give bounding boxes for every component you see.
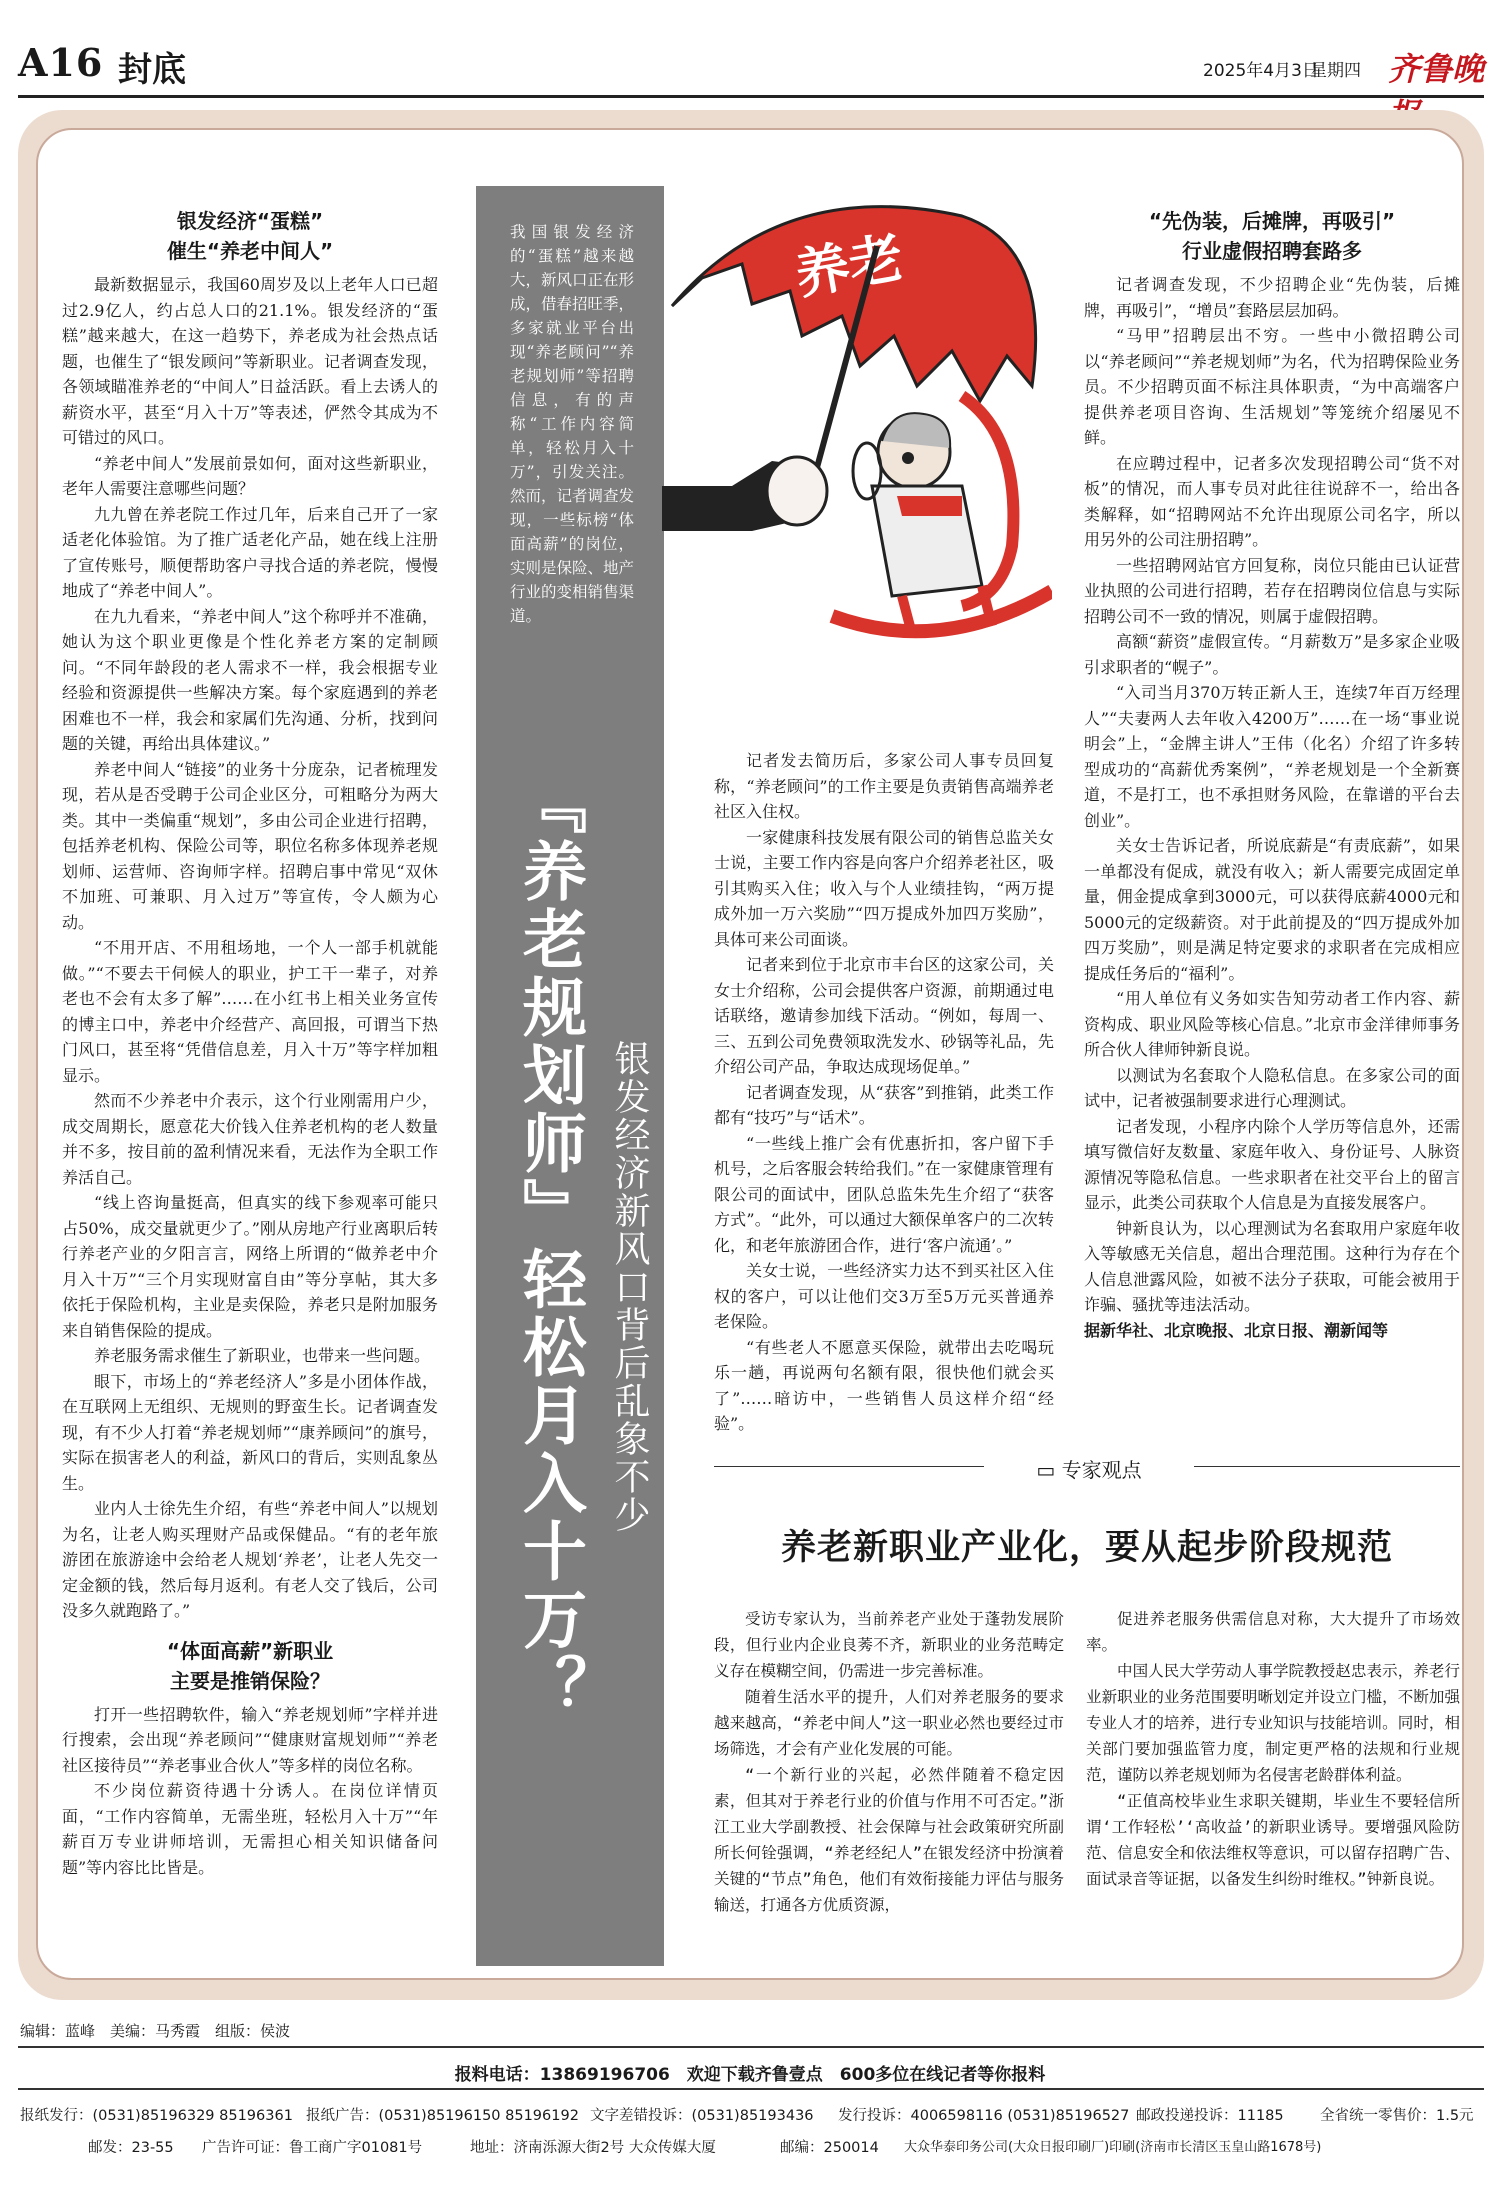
body-paragraph: “一些线上推广会有优惠折扣，客户留下手机号，之后客服会转给我们。”在一家健康管理有限公司的面试中，团队总监朱先生介绍了“获客方式”。“此外，可以通过大额保单客户的二次转化，和老年旅游团合作，进行‘客户流通’。” [714, 1133, 1054, 1255]
newspaper-logo: 齐鲁晚 [1388, 50, 1485, 88]
footer-rule [18, 2046, 1484, 2048]
left-column [62, 200, 438, 1880]
left-heading-2: “体面高薪”新职业 主要是推销保险？ [166, 1638, 334, 1693]
body-paragraph: 一些招聘网站官方回复称，岗位只能由已认证营业执照的公司进行招聘，若存在招聘岗位信息与实际招聘公司不一致的情况，则属于虚假招聘。 [1084, 555, 1460, 626]
body-paragraph: 眼下，市场上的“养老经济人”多是小团体作战，在互联网上无组织、无规则的野蛮生长。记者调查发现，有不少人打着“养老规划师”“康养顾问”的旗号，实际在损害老人的利益，新风口的背后，实则乱象丛生。 [62, 1371, 438, 1493]
right-body [1084, 272, 1460, 1318]
issue-weekday: 星期四 [1310, 61, 1361, 81]
footer-info: 广告许可证：鲁工商广字01081号 [202, 2140, 423, 2156]
body-paragraph: 在应聘过程中，记者多次发现招聘公司“货不对板”的情况，而人事专员对此往往说辞不一，给出各类解释，如“招聘网站不允许出现原公司名字，所以用另外的公司注册招聘”。 [1084, 453, 1460, 549]
footer-info: 报纸广告：(0531)85196150 85196192 [306, 2108, 579, 2124]
body-paragraph: 九九曾在养老院工作过几年，后来自己开了一家适老化体验馆。为了推广适老化产品，她在线上注册了宣传账号，顺便帮助客户寻找合适的养老院，慢慢地成了“养老中间人”。 [62, 504, 438, 600]
body-paragraph: 记者发去简历后，多家公司人事专员回复称，“养老顾问”的工作主要是负责销售高端养老社区入住权。 [714, 751, 1054, 821]
expert-paragraph: 中国人民大学劳动人事学院教授赵忠表示，养老行业新职业的业务范围要明晰划定并设立门槛，不断加强专业人才的培养，进行专业知识与技能培训。同时，相关部门要加强监管力度，制定更严格的法规和行业规范，谨防以养老规划师为名侵害老龄群体利益。 [1086, 1662, 1460, 1784]
body-paragraph: “不用开店、不用租场地，一个人一部手机就能做。”“不要去干伺候人的职业，护工干一辈子，对养老也不会有太多了解”……在小红书上相关业务宣传的博主口中，养老中介经营产、高回报，可谓当下热门风口，甚至将“凭借信息差，月入十万”等字样加粗显示。 [62, 938, 438, 1085]
expert-paragraph: “一个新行业的兴起，必然伴随着不稳定因素，但其对于养老行业的价值与作用不可否定。”浙江工业大学副教授、社会保障与社会政策研究所副所长何铨强调，“养老经纪人”在银发经济中扮演着关键的“节点”角色，他们有效衔接能力评估与服务输送，打通各方优质资源， [714, 1766, 1064, 1914]
page-number: A16 [18, 40, 104, 85]
body-paragraph: 关女士告诉记者，所说底薪是“有责底薪”，如果一单都没有促成，就没有收入；新人需要完成固定单量，佣金提成拿到3000元，可以获得底薪4000元和5000元的定级薪资。对于此前提及的“四万提成外加四万奖励”，则是满足特定要求的求职者在完成相应提成任务后的“福利”。 [1084, 836, 1460, 983]
body-paragraph: 记者来到位于北京市丰台区的这家公司，关女士介绍称，公司会提供客户资源，前期通过电话联络，邀请参加线下活动。“例如，每周一、三、五到公司免费领取洗发水、砂锅等礼品，先介绍公司产品，争取达成现场促单。” [714, 955, 1054, 1076]
body-paragraph: “入司当月370万转正新人王，连续7年百万经理人”“夫妻两人去年收入4200万”……在一场“事业说明会”上，“金牌主讲人”王伟（化名）介绍了许多转型成功的“高薪优秀案例”，“养老规划是一个全新赛道，不是打工，也不承担财务风险，在靠谱的平台去创业”。 [1084, 683, 1460, 830]
footer-info: 报纸发行：(0531)85196329 85196361 [20, 2108, 293, 2124]
footer-info: 邮编：250014 [780, 2140, 879, 2156]
expert-paragraph: 随着生活水平的提升，人们对养老服务的要求越来越高，“养老中间人”这一职业必然也要经过市场筛选，才会有产业化发展的可能。 [714, 1688, 1064, 1758]
body-paragraph: 业内人士徐先生介绍，有些“养老中间人”以规划为名，让老人购买理财产品或保健品。“有的老年旅游团在旅游途中会给老人规划‘养老’，让老人先交一定金额的钱，然后每月返利。有老人交了钱后，公司没多久就跑路了。” [62, 1499, 438, 1620]
body-paragraph: “线上咨询量挺高，但真实的线下参观率可能只占50%，成交量就更少了。”刚从房地产行业离职后转行养老产业的夕阳言言，网络上所谓的“做养老中介月入十万”“三个月实现财富自由”等分享帖，其大多依托于保险机构，主业是卖保险，养老只是附加服务来自销售保险的提成。 [62, 1193, 438, 1340]
expert-opinion-tag [714, 1452, 1460, 1482]
body-paragraph: “用人单位有义务如实告知劳动者工作内容、薪资构成、职业风险等核心信息。”北京市金洋律师事务所合伙人律师钟新良说。 [1084, 989, 1460, 1059]
body-paragraph: “养老中间人”发展前景如何，面对这些新职业，老年人需要注意哪些问题？ [62, 453, 438, 498]
footer-info: 邮发：23-55 [88, 2140, 174, 2156]
right-heading: “先伪装，后摊牌，再吸引” 行业虚假招聘套路多 [1148, 209, 1396, 263]
page-header [18, 28, 1484, 98]
body-paragraph: 养老中间人“链接”的业务十分庞杂，记者梳理发现，若从是否受聘于公司企业区分，可粗略分为两大类。其中一类偏重“规划”，多由公司企业进行招聘，包括养老机构、保险公司等，职位名称多体现养老规划师、运营师、咨询师字样。招聘启事中常见“双休不加班、可兼职、月入过万”等宣传，令人颇为心动。 [62, 759, 438, 932]
footer-info: 全省统一零售价：1.5元 [1320, 2108, 1474, 2124]
body-paragraph: “有些老人不愿意买保险，就带出去吃喝玩乐一趟，再说两句名额有限，很快他们就会买了”……暗访中，一些销售人员这样介绍“经验”。 [714, 1337, 1054, 1433]
expert-paragraph: “正值高校毕业生求职关键期，毕业生不要轻信所谓‘工作轻松’‘高收益’的新职业诱导。要增强风险防范、信息安全和依法维权等意识，可以留存招聘广告、面试录音等证据，以备发生纠纷时维权。”钟新良说。 [1086, 1792, 1460, 1888]
body-paragraph: 记者调查发现，从“获客”到推销，此类工作都有“技巧”与“话术”。 [714, 1082, 1054, 1127]
expert-label: ▭ 专家观点 [1036, 1458, 1142, 1482]
main-headline: 『养老规划师』轻松月入十万？ [512, 770, 587, 1722]
body-paragraph: 高额“薪资”虚假宣传。“月薪数万”是多家企业吸引求职者的“幌子”。 [1084, 632, 1460, 677]
body-paragraph: 养老服务需求催生了新职业，也带来一些问题。 [94, 1346, 431, 1365]
body-paragraph: 打开一些招聘软件，输入“养老规划师”字样并进行搜索，会出现“养老顾问”“健康财富规划师”“养老社区接待员”“养老事业合伙人”等多样的岗位名称。 [62, 1704, 438, 1775]
umbrella-elderly-illustration [662, 186, 1052, 666]
expert-paragraph: 受访专家认为，当前养老产业处于蓬勃发展阶段，但行业内企业良莠不齐，新职业的业务范畴定义存在模糊空间，仍需进一步完善标准。 [714, 1610, 1064, 1680]
section-name: 封底 [118, 50, 186, 90]
footer-info: 文字差错投诉：(0531)85193436 [590, 2108, 814, 2124]
divider-rule [714, 1466, 984, 1467]
footer-rule [18, 2088, 1484, 2090]
body-paragraph: 记者发现，小程序内除个人学历等信息外，还需填写微信好友数量、家庭年收入、身份证号、人脉资源情况等隐私信息。一些求职者在社交平台上的留言显示，此类公司获取个人信息是为直接发展客户。 [1084, 1116, 1460, 1212]
footer-info: 地址：济南泺源大街2号 大众传媒大厦 [470, 2140, 716, 2156]
left-body-1 [62, 272, 438, 1624]
right-column [1084, 200, 1460, 1343]
left-heading-1: 银发经济“蛋糕” 催生“养老中间人” [166, 209, 334, 263]
body-paragraph: 最新数据显示，我国60周岁及以上老年人口已超过2.9亿人，约占总人口的21.1%。银发经济的“蛋糕”越来越大，在这一趋势下，养老成为社会热点话题，也催生了“银发顾问”等新职业。记者调查发现，各领域瞄准养老的“中间人”日益活跃。看上去诱人的薪资水平，甚至“月入十万”等表述，俨然令其成为不可错过的风口。 [62, 275, 438, 447]
body-paragraph: 以测试为名套取个人隐私信息。在多家公司的面试中，记者被强制要求进行心理测试。 [1084, 1065, 1460, 1110]
left-body-2 [62, 1702, 438, 1881]
body-paragraph: 一家健康科技发展有限公司的销售总监关女士说，主要工作内容是向客户介绍养老社区，吸引其购买入住；收入与个人业绩挂钩，“两万提成外加一万六奖励”“四万提成外加四万奖励”，具体可来公司面谈。 [714, 827, 1054, 949]
expert-column-2 [1086, 1606, 1460, 1892]
source-credit: 据新华社、北京晚报、北京日报、潮新闻等 [1084, 1320, 1389, 1340]
sub-headline: 银发经济新风口背后乱象不少 [609, 1040, 650, 1534]
news-hotline: 报料电话：13869196706 欢迎下载齐鲁壹点 600多位在线记者等你报料 [454, 2065, 1046, 2085]
middle-column [714, 748, 1054, 1437]
body-paragraph: 记者调查发现，不少招聘企业“先伪装，后摊牌，再吸引”，“增员”套路层层加码。 [1084, 275, 1460, 320]
footer-info: 发行投诉：4006598116 (0531)85196527 [838, 2108, 1130, 2124]
body-paragraph: 关女士说，一些经济实力达不到买社区入住权的客户，可以让他们交3万至5万元买普通养老保险。 [714, 1261, 1054, 1331]
expert-title: 养老新职业产业化，要从起步阶段规范 [780, 1527, 1393, 1568]
banner-intro: 我国银发经济的“蛋糕”越来越大，新风口正在形成，借春招旺季，多家就业平台出现“养老顾问”“养老规划师”等招聘信息，有的声称“工作内容简单，轻松月入十万”，引发关注。然而，记者调查发现，一些标榜“体面高薪”的岗位，实则是保险、地产行业的变相销售渠道。 [510, 223, 635, 625]
body-paragraph: 在九九看来，“养老中间人”这个称呼并不准确，她认为这个职业更像是个性化养老方案的定制顾问。“不同年龄段的老人需求不一样，我会根据专业经验和资源提供一些解决方案。每个家庭遇到的养老困难也不一样，我会和家属们先沟通、分析，找到问题的关键，再给出具体建议。” [62, 606, 438, 753]
divider-rule [1194, 1466, 1460, 1467]
page-footer [0, 2008, 1500, 2202]
umbrella-label: 养老 [790, 224, 909, 307]
issue-date: 2025年4月3日 [1203, 61, 1319, 81]
editor-credits: 编辑：蓝峰 美编：马秀霞 组版：侯波 [20, 2022, 291, 2040]
body-paragraph: 然而不少养老中介表示，这个行业刚需用户少，成交周期长，愿意花大价钱入住养老机构的老人数量并不多，按目前的盈利情况来看，无法作为全职工作养活自己。 [62, 1091, 438, 1187]
body-paragraph: 钟新良认为，以心理测试为名套取用户家庭年收入等敏感无关信息，超出合理范围。这种行为存在个人信息泄露风险，如被不法分子获取，可能会被用于诈骗、骚扰等违法活动。 [1084, 1218, 1460, 1314]
footer-info: 邮政投递投诉：11185 [1136, 2108, 1284, 2124]
body-paragraph: 不少岗位薪资待遇十分诱人。在岗位详情页面，“工作内容简单，无需坐班，轻松月入十万”“年薪百万专业讲师培训，无需担心相关知识储备问题”等内容比比皆是。 [62, 1781, 438, 1877]
expert-paragraph: 促进养老服务供需信息对称，大大提升了市场效率。 [1086, 1610, 1460, 1654]
expert-column-1 [714, 1606, 1064, 1918]
body-paragraph: “马甲”招聘层出不穷。一些中小微招聘公司以“养老顾问”“养老规划师”为名，代为招聘保险业务员。不少招聘页面不标注具体职责，“为中高端客户提供养老项目咨询、生活规划”等笼统介绍屡见不鲜。 [1084, 326, 1460, 447]
footer-info: 大众华泰印务公司(大众日报印刷厂)印刷(济南市长清区玉皇山路1678号) [904, 2140, 1322, 2155]
